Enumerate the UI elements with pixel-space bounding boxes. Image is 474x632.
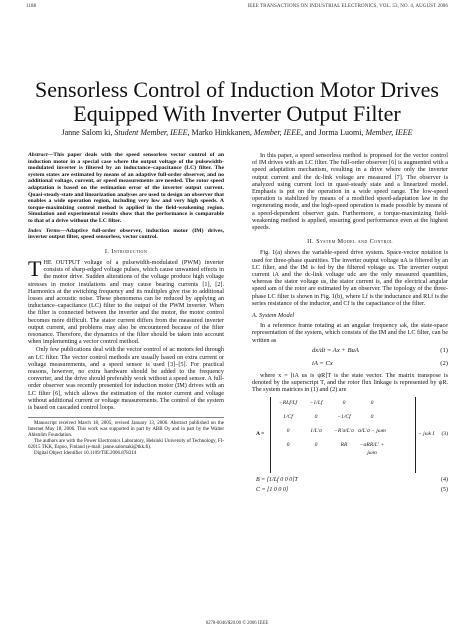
equation-5 [252,487,448,496]
author-1-suffix: ki, [104,128,113,137]
equation-4-expr: B = [1/Lf 0 0 0]T [256,477,298,484]
equation-2-expr: iA = Cx [312,359,333,367]
matrix-cell [386,400,414,409]
equation-4-number: (4) [441,477,448,484]
right-paragraph-3: In a reference frame rotating at an angular frequency ωk, the state-space representation of the system, which consists of the IM and the LC filter, can be written as [252,322,448,344]
copyright-line: 0278-0046/$20.00 © 2006 IEEE [205,621,269,626]
author-3: and Jorma Luomi, [305,128,364,137]
author-2-role: Member, IEEE, [253,128,303,137]
equation-2 [252,359,448,370]
matrix-cell: 0 [314,414,318,421]
author-1: Janne Salom [61,128,103,137]
matrix-jw-term: − jωk I [418,431,435,438]
matrix-cell: 1/Cf [283,414,293,421]
matrix-cell: RR [340,442,348,449]
equation-4 [252,477,448,486]
matrix-cell: −1/Cf [337,414,351,421]
left-column [28,152,224,457]
equation-2-number: (2) [440,359,448,367]
abstract [28,152,224,225]
matrix-cell: 0 [370,414,374,421]
right-paragraph-1: In this paper, a speed sensorless method is proposed for the vector control of IM drives with an LC filter. The full-order observer [6] is augmented with a speed adaptation mechanism, resulting in a drive where only the inverter output current and the dc-link voltage are measured [7]. The observer is analyzed using current loci in quasi-steady state and a linearized model. Emphasis is put on the operation in a wide speed range. The low-speed operation is stabilized by means of a modified speed-adaptation law in the regenerating mode, and the high-speed operation is made possible by means of a speed-dependent observer gain. Furthermore, a torque-maximizing field-weakening method is applied, ensuring good performance even at the highest speeds. [252,152,448,232]
page-number: 1188 [26,4,37,9]
matrix-grid [274,400,414,456]
footnote-received: Manuscript received March 18, 2005; revised January 13, 2006. Abstract published on the Internet May 18, 2006. This work was supported in part by ABB Oy and in part by the Walter Ahlström Foundation. [28,421,224,439]
footnote-affiliation: The authors are with the Power Electronics Laboratory, Helsinki University of Technology, FI-02015 TKK, Espoo, Finland (e-mail: janne.salomaki@tkk.fi). [28,439,224,451]
intro-paragraph-1 [28,255,225,346]
paper-title: Sensorless Control of Induction Motor Drives Equipped With Inverter Output Filter [35,77,439,126]
intro-paragraph-2: Only few publications deal with the vector control of ac motors fed through an LC filter. The vector control methods are usually based on extra current or voltage measurements, and a speed sensor is used [3]–[5]. For practical reasons, however, no extra hardware should be added to the frequency converter, and the drive should preferably work without a speed sensor. A full-order observer was recently presented for induction motor (IM) drives with an LC filter [6], which allows the estimation of the motor current and voltage without additional current or voltage measurements. The control of the system is based on cascaded control loops. [28,346,224,411]
index-terms-label: Index Terms— [28,227,66,234]
matrix-cell: −R′σ/L′σ [334,428,354,435]
intro-p1-text: voltage of a pulsewidth-modulated (PWM) inverter consists of sharp-edged voltage pulses, which cause unwanted effects in the motor drive. Sudden alterations of the voltage produce high voltage stresses in motor insulations and may cause bearing currents [1], [2]. Harmonics at the switching frequency and its multiples give rise to additional losses and acoustic noise. These phenomena can be reduced by applying an inductance–capacitance (LC) filter to the output of the PWM inverter. When the filter is connected between the inverter and the motor, the motor control becomes more difficult. The stator current differs from the measured inverter output current, and problems may also be encountered because of the filter resonance. Therefore, the dynamics of the filter should be taken into account when implementing a vector control method. [28,258,225,346]
index-terms [28,228,224,241]
equation-3-number: (3) [441,431,448,438]
author-2: Marko Hinkkanen, [191,128,252,137]
abstract-text: This paper deals with the speed sensorless vector control of an induction motor in a special case where the output voltage of the pulsewidth-modulated inverter is filtered by an inductance–capacitance (LC) filter. The system states are estimated by means of an adaptive full-order observer, and no additional voltage, current, or speed measurements are needed. The rotor speed adaptation is based on the estimation error of the inverter output current. Quasi-steady-state and linearization analyses are used to design an observer that enables a wide operation region, including very low and very high speeds. A torque-maximizing control method is applied in the field-weakening region. Simulation and experimental results show that the performance is comparable to that of a drive without the LC filter. [28,152,224,224]
matrix-cell [386,442,414,451]
matrix-cell [386,414,414,423]
author-1-role: Student Member, IEEE, [114,128,190,137]
drop-cap: T [28,255,42,281]
section-heading-system: II. System Model and Control [307,238,393,246]
author-3-role: Member, IEEE [365,128,413,137]
matrix-a-label: A = [256,431,265,438]
system-matrix-a [252,397,448,475]
footnote-doi: Digital Object Identifier 10.1109/TIE.2006.878314 [34,451,137,457]
matrix-cell [386,428,414,437]
journal-name: IEEE TRANSACTIONS ON INDUSTRIAL ELECTRONICS, VOL. 53, NO. 4, AUGUST 2006 [247,4,448,9]
drop-cap-rest: HE OUTPUT [43,258,81,266]
equation-1-expr: dx/dt = Ax + BuA [312,346,359,354]
matrix-cell: −RLf/Lf [278,400,298,407]
right-paragraph-4: where x = [iA us is ψR]T is the state vector. The matrix transpose is denoted by the superscript T, and the rotor flux linkage is represented by ψR. The system matrices in (1) and (2) are [252,371,448,394]
index-terms-text: Adaptive full-order observer, induction motor (IM) drives, inverter output filter, speed sensorless, vector control. [28,227,224,241]
matrix-cell: α/L′σ − jωm [358,428,386,435]
right-column [252,152,448,497]
matrix-cell: 1/L′σ [310,428,322,435]
footnote [28,417,224,457]
author-line [20,128,454,138]
equation-5-expr: C = [1 0 0 0] [256,487,289,494]
running-header [26,4,448,14]
matrix-cell: 0 [342,400,346,407]
matrix-cell: 0 [286,442,290,449]
equation-5-number: (5) [441,487,448,494]
equation-1 [252,346,448,357]
equation-1-number: (1) [440,346,448,354]
right-paragraph-2: Fig. 1(a) shows the variable-speed drive system. Space-vector notation is used for three-phase quantities. The inverter output voltage uA is filtered by an LC filter, and the IM is fed by the filtered voltage us. The inverter output current iA and the dc-link voltage udc are the only measured quantities, whereas the stator voltage us, the stator current is, and the electrical angular speed ωm of the rotor are estimated by an observer. The topology of the three-phase LC filter is shown in Fig. 1(b), where Lf is the inductance and RLf is the series resistance of the inductor, and Cf is the capacitance of the filter. [252,249,448,307]
matrix-cell: −1/Lf [309,400,323,407]
subsection-heading-system-model: A. System Model [252,312,295,320]
matrix-cell: −αRR/L′ + jωm [359,442,385,456]
abstract-label: Abstract— [28,152,54,158]
section-heading-intro: I. Introduction [104,247,148,255]
matrix-cell: 0 [314,442,318,449]
matrix-cell: 0 [370,400,374,407]
matrix-cell: 0 [286,428,290,435]
